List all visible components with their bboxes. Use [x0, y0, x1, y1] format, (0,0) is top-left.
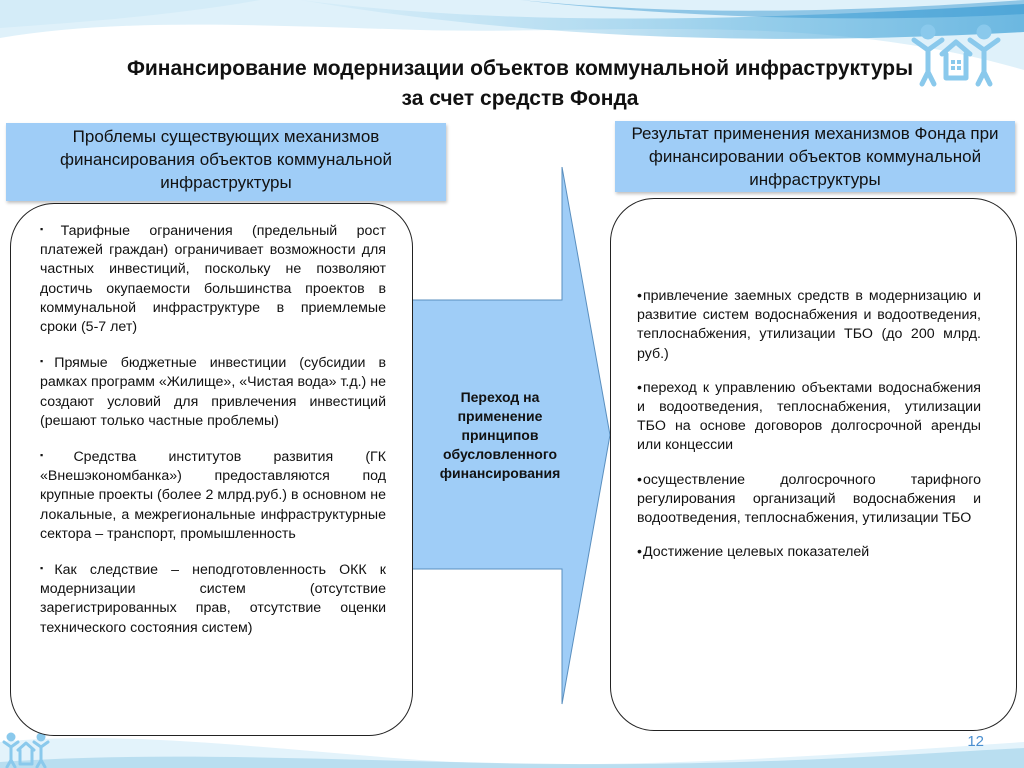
square-bullet-icon: ▪ [40, 450, 72, 461]
round-bullet-icon: • [637, 288, 642, 304]
list-item [40, 220, 386, 337]
family-house-logo-icon [906, 20, 1006, 88]
round-bullet-icon: • [637, 379, 642, 396]
arrow-label: Переход на применение принципов обусловленного финансирования [439, 389, 561, 481]
list-item [40, 352, 386, 431]
list-item-text: Как следствие – неподготовленность ОКК к модернизации систем (отсутствие зарегистрированных прав, отсутствие оценки технического состояния систем) [40, 562, 386, 636]
square-bullet-icon: ▪ [40, 224, 59, 234]
square-bullet-icon: ▪ [40, 563, 53, 574]
list-item-text: Тарифные ограничения (предельный рост платежей граждан) ограничивает возможности для частных инвестиций, поскольку не позволяют достичь окупаемости большинства проектов в коммунальной инфраструктуре в приемлемые сроки (5-7 лет) [40, 223, 386, 336]
list-item [637, 379, 981, 456]
list-item [637, 543, 981, 562]
round-bullet-icon: • [637, 471, 642, 488]
page-number: 12 [967, 733, 984, 750]
problems-header: Проблемы существующих механизмов финансирования объектов коммунальной инфраструктуры [6, 123, 446, 201]
slide-title: Финансирование модернизации объектов коммунальной инфраструктуры за счет средств Фонда [126, 57, 914, 110]
list-item-text: переход к управлению объектами водоснабжения и водоотведения, теплоснабжения, утилизации ТБО на основе договоров долгосрочной аренды или концессии [637, 379, 981, 454]
results-list [637, 287, 981, 577]
results-header: Результат применения механизмов Фонда при финансировании объектов коммунальной инфраструктуры [615, 121, 1015, 192]
list-item-text: Достижение целевых показателей [642, 544, 870, 561]
round-bullet-icon: • [637, 544, 642, 561]
list-item-text: Средства институтов развития (ГК «Внешэкономбанка») предоставляются под крупные проекты (более 2 млрд.руб.) в основном не локальные, а межрегиональные инфраструктурные сектора – транспорт, промышленность [40, 449, 386, 542]
list-item-text: привлечение заемных средств в модернизацию и развитие систем водоснабжения и водоотведения, теплоснабжения, утилизации ТБО (до 200 млрд. руб.) [637, 288, 981, 362]
list-item [637, 471, 981, 529]
list-item [40, 446, 386, 544]
list-item [40, 559, 386, 638]
list-item [637, 287, 981, 364]
problems-list [40, 220, 386, 653]
square-bullet-icon: ▪ [40, 356, 53, 367]
list-item-text: осуществление долгосрочного тарифного регулирования организаций водоснабжения и водоотведения, теплоснабжения, утилизации ТБО [637, 471, 981, 527]
list-item-text: Прямые бюджетные инвестиции (субсидии в рамках программ «Жилище», «Чистая вода» т.д.) не создают условий для привлечения инвестиций (решают только частные проблемы) [40, 355, 386, 429]
family-house-logo-small-icon [0, 730, 52, 768]
